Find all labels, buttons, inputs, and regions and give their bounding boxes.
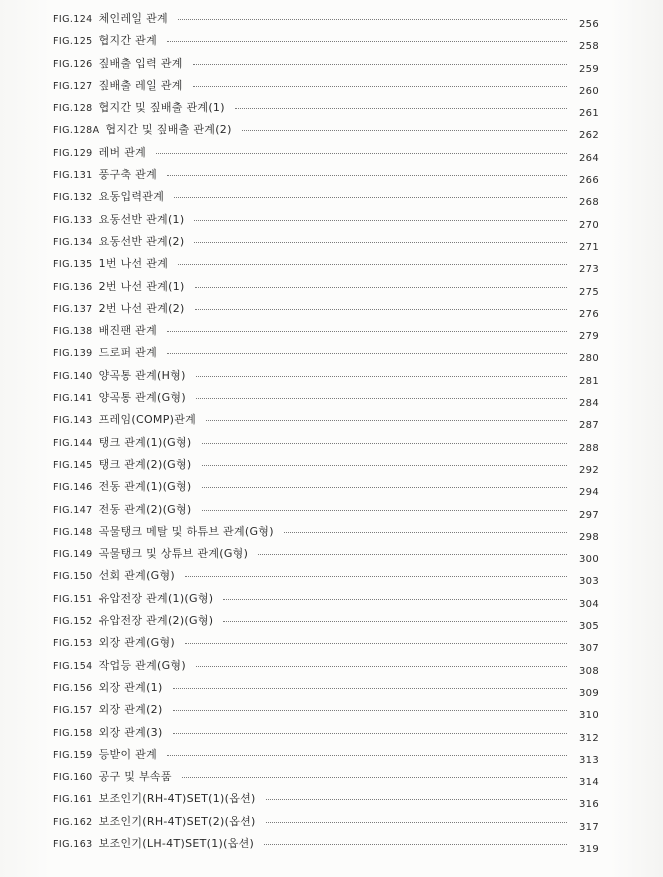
toc-entry-title bbox=[53, 322, 157, 339]
page-number: 308 bbox=[579, 665, 599, 677]
dot-leader bbox=[178, 255, 567, 265]
toc-entry bbox=[53, 233, 599, 255]
toc-entry bbox=[53, 188, 599, 210]
page-number: 292 bbox=[579, 464, 599, 476]
page-number: 305 bbox=[579, 621, 599, 633]
figure-number: FIG.162 bbox=[53, 816, 93, 828]
figure-number: FIG.132 bbox=[53, 192, 93, 204]
toc-entry bbox=[53, 77, 599, 99]
toc-entry bbox=[53, 590, 599, 612]
dot-leader bbox=[167, 746, 567, 756]
toc-entry-title bbox=[53, 255, 168, 272]
toc-entry-title bbox=[53, 367, 186, 384]
figure-number: FIG.163 bbox=[53, 838, 93, 850]
figure-caption: 외장 관계(G형) bbox=[98, 636, 176, 650]
figure-caption: 2번 나선 관계(1) bbox=[98, 279, 185, 293]
page-number: 309 bbox=[579, 687, 599, 699]
toc-entry bbox=[53, 456, 599, 478]
dot-leader bbox=[266, 813, 567, 823]
figure-caption: 프레임(COMP)관계 bbox=[98, 413, 197, 427]
page-number: 279 bbox=[579, 331, 599, 343]
page-number: 284 bbox=[579, 398, 599, 410]
toc-entry bbox=[53, 411, 599, 433]
figure-number: FIG.128 bbox=[53, 103, 93, 115]
figure-caption: 레버 관계 bbox=[98, 145, 147, 159]
page-number: 260 bbox=[579, 85, 599, 97]
toc-entry-title bbox=[53, 166, 157, 183]
table-of-figures bbox=[53, 10, 599, 857]
toc-entry-title bbox=[53, 545, 248, 562]
page-number: 268 bbox=[579, 197, 599, 209]
toc-entry-title bbox=[53, 612, 213, 629]
figure-caption: 공구 및 부속품 bbox=[98, 770, 172, 784]
toc-entry-title bbox=[53, 657, 186, 674]
figure-number: FIG.160 bbox=[53, 772, 93, 784]
toc-entry-title bbox=[53, 567, 175, 584]
dot-leader bbox=[202, 501, 567, 511]
figure-caption: 배진팬 관계 bbox=[98, 324, 158, 338]
page-number: 287 bbox=[579, 420, 599, 432]
dot-leader bbox=[194, 211, 567, 221]
figure-caption: 보조인기(LH-4T)SET(1)(옵션) bbox=[98, 836, 255, 850]
figure-number: FIG.138 bbox=[53, 326, 93, 338]
page-number: 256 bbox=[579, 19, 599, 30]
dot-leader bbox=[202, 478, 567, 488]
page-number: 314 bbox=[579, 777, 599, 789]
page-number: 271 bbox=[579, 241, 599, 253]
page-number: 298 bbox=[579, 531, 599, 543]
toc-entry bbox=[53, 835, 599, 857]
figure-number: FIG.149 bbox=[53, 549, 93, 561]
dot-leader bbox=[178, 10, 567, 20]
toc-entry-title bbox=[53, 411, 196, 428]
dot-leader bbox=[242, 121, 567, 131]
dot-leader bbox=[194, 233, 567, 243]
figure-number: FIG.146 bbox=[53, 482, 93, 494]
dot-leader bbox=[167, 166, 567, 176]
figure-number: FIG.139 bbox=[53, 348, 93, 360]
toc-entry-title bbox=[53, 701, 163, 718]
toc-entry-title bbox=[53, 813, 256, 830]
toc-entry-title bbox=[53, 344, 157, 361]
dot-leader bbox=[173, 679, 567, 689]
figure-number: FIG.157 bbox=[53, 705, 93, 717]
dot-leader bbox=[193, 77, 567, 87]
dot-leader bbox=[258, 545, 567, 555]
toc-entry-title bbox=[53, 523, 274, 540]
dot-leader bbox=[156, 144, 567, 154]
toc-entry bbox=[53, 10, 599, 32]
dot-leader bbox=[235, 99, 567, 109]
dot-leader bbox=[173, 701, 567, 711]
figure-number: FIG.126 bbox=[53, 58, 93, 70]
toc-entry bbox=[53, 322, 599, 344]
toc-entry-title bbox=[53, 389, 186, 406]
toc-entry-title bbox=[53, 144, 146, 161]
page-number: 313 bbox=[579, 754, 599, 766]
dot-leader bbox=[195, 278, 567, 288]
figure-number: FIG.152 bbox=[53, 616, 93, 628]
page-number: 270 bbox=[579, 219, 599, 231]
figure-caption: 협지간 관계 bbox=[98, 34, 158, 48]
figure-caption: 외장 관계(1) bbox=[98, 680, 163, 694]
figure-number: FIG.137 bbox=[53, 303, 93, 315]
figure-number: FIG.159 bbox=[53, 749, 93, 761]
toc-entry-title bbox=[53, 768, 172, 785]
toc-entry bbox=[53, 211, 599, 233]
figure-number: FIG.135 bbox=[53, 259, 93, 271]
dot-leader bbox=[223, 590, 567, 600]
toc-entry-title bbox=[53, 501, 192, 518]
page-number: 319 bbox=[579, 843, 599, 855]
figure-number: FIG.150 bbox=[53, 571, 93, 583]
dot-leader bbox=[173, 724, 567, 734]
dot-leader bbox=[196, 367, 567, 377]
figure-caption: 협지간 및 짚배출 관계(1) bbox=[98, 101, 225, 115]
page-number: 273 bbox=[579, 264, 599, 276]
figure-number: FIG.133 bbox=[53, 214, 93, 226]
page-number: 294 bbox=[579, 487, 599, 499]
toc-entry bbox=[53, 545, 599, 567]
page-number: 259 bbox=[579, 63, 599, 75]
figure-caption: 보조인기(RH-4T)SET(2)(옵션) bbox=[98, 814, 256, 828]
page-number: 266 bbox=[579, 175, 599, 187]
toc-entry bbox=[53, 367, 599, 389]
figure-number: FIG.151 bbox=[53, 593, 93, 605]
figure-number: FIG.131 bbox=[53, 170, 93, 182]
figure-caption: 협지간 및 짚배출 관계(2) bbox=[105, 123, 232, 137]
toc-entry bbox=[53, 567, 599, 589]
toc-entry-title bbox=[53, 233, 184, 250]
dot-leader bbox=[196, 657, 567, 667]
page-number: 275 bbox=[579, 286, 599, 298]
figure-caption: 요동선반 관계(2) bbox=[98, 234, 185, 248]
toc-entry bbox=[53, 389, 599, 411]
toc-entry-title bbox=[53, 456, 192, 473]
toc-entry-title bbox=[53, 746, 157, 763]
figure-number: FIG.154 bbox=[53, 660, 93, 672]
figure-caption: 선회 관계(G형) bbox=[98, 569, 176, 583]
figure-number: FIG.153 bbox=[53, 638, 93, 650]
toc-entry bbox=[53, 790, 599, 812]
dot-leader bbox=[193, 55, 567, 65]
figure-caption: 풍구축 관계 bbox=[98, 168, 158, 182]
dot-leader bbox=[264, 835, 567, 845]
figure-caption: 유압전장 관계(1)(G형) bbox=[98, 591, 214, 605]
toc-entry-title bbox=[53, 32, 157, 49]
toc-entry bbox=[53, 724, 599, 746]
toc-entry bbox=[53, 701, 599, 723]
figure-caption: 짚배출 레일 관계 bbox=[98, 78, 183, 92]
figure-caption: 체인레일 관계 bbox=[98, 12, 168, 25]
figure-number: FIG.140 bbox=[53, 370, 93, 382]
page-number: 258 bbox=[579, 41, 599, 53]
figure-number: FIG.136 bbox=[53, 281, 93, 293]
figure-caption: 전동 관계(1)(G형) bbox=[98, 480, 192, 494]
page-number: 288 bbox=[579, 442, 599, 454]
toc-entry bbox=[53, 634, 599, 656]
figure-number: FIG.141 bbox=[53, 393, 93, 405]
figure-number: FIG.144 bbox=[53, 437, 93, 449]
toc-entry bbox=[53, 344, 599, 366]
figure-number: FIG.129 bbox=[53, 147, 93, 159]
toc-entry bbox=[53, 99, 599, 121]
toc-entry bbox=[53, 144, 599, 166]
figure-caption: 요동입력관계 bbox=[98, 190, 165, 204]
toc-entry-title bbox=[53, 478, 192, 495]
page-number: 303 bbox=[579, 576, 599, 588]
dot-leader bbox=[266, 790, 567, 800]
toc-entry bbox=[53, 300, 599, 322]
figure-caption: 요동선반 관계(1) bbox=[98, 212, 185, 226]
dot-leader bbox=[182, 768, 567, 778]
dot-leader bbox=[185, 567, 567, 577]
toc-entry-title bbox=[53, 55, 183, 72]
page-number: 281 bbox=[579, 375, 599, 387]
page-number: 312 bbox=[579, 732, 599, 744]
page-number: 300 bbox=[579, 554, 599, 566]
toc-entry-title bbox=[53, 77, 183, 94]
toc-entry bbox=[53, 657, 599, 679]
toc-entry-title bbox=[53, 99, 225, 116]
toc-entry-title bbox=[53, 188, 164, 205]
toc-entry-title bbox=[53, 121, 232, 138]
dot-leader bbox=[196, 389, 567, 399]
dot-leader bbox=[195, 300, 567, 310]
dot-leader bbox=[167, 32, 567, 42]
dot-leader bbox=[202, 434, 567, 444]
figure-caption: 외장 관계(2) bbox=[98, 703, 163, 717]
toc-entry bbox=[53, 166, 599, 188]
toc-entry-title bbox=[53, 724, 163, 741]
page-number: 280 bbox=[579, 353, 599, 365]
figure-number: FIG.124 bbox=[53, 14, 93, 25]
page-number: 304 bbox=[579, 598, 599, 610]
toc-entry-title bbox=[53, 590, 213, 607]
toc-entry bbox=[53, 612, 599, 634]
page-number: 264 bbox=[579, 152, 599, 164]
figure-number: FIG.134 bbox=[53, 236, 93, 248]
dot-leader bbox=[284, 523, 567, 533]
dot-leader bbox=[202, 456, 567, 466]
dot-leader bbox=[167, 344, 567, 354]
page-number: 317 bbox=[579, 821, 599, 833]
toc-entry bbox=[53, 679, 599, 701]
toc-entry bbox=[53, 523, 599, 545]
figure-number: FIG.148 bbox=[53, 526, 93, 538]
toc-entry-title bbox=[53, 790, 256, 807]
figure-caption: 등받이 관계 bbox=[98, 747, 158, 761]
toc-entry-title bbox=[53, 300, 185, 317]
page-number: 310 bbox=[579, 710, 599, 722]
toc-entry bbox=[53, 768, 599, 790]
figure-caption: 1번 나선 관계 bbox=[98, 257, 169, 271]
figure-caption: 양곡통 관계(G형) bbox=[98, 391, 186, 405]
toc-entry-title bbox=[53, 679, 163, 696]
page-number: 262 bbox=[579, 130, 599, 142]
figure-number: FIG.161 bbox=[53, 794, 93, 806]
toc-entry bbox=[53, 255, 599, 277]
toc-entry-title bbox=[53, 634, 175, 651]
figure-caption: 곡물탱크 메탈 및 하튜브 관계(G형) bbox=[98, 524, 274, 538]
figure-caption: 짚배출 입력 관계 bbox=[98, 56, 183, 70]
toc-entry bbox=[53, 32, 599, 54]
toc-entry bbox=[53, 813, 599, 835]
dot-leader bbox=[185, 634, 567, 644]
dot-leader bbox=[223, 612, 567, 622]
figure-caption: 탱크 관계(1)(G형) bbox=[98, 435, 192, 449]
figure-number: FIG.143 bbox=[53, 415, 93, 427]
figure-caption: 외장 관계(3) bbox=[98, 725, 163, 739]
toc-entry bbox=[53, 278, 599, 300]
figure-caption: 유압전장 관계(2)(G형) bbox=[98, 614, 214, 628]
figure-number: FIG.147 bbox=[53, 504, 93, 516]
toc-entry bbox=[53, 55, 599, 77]
page-number: 297 bbox=[579, 509, 599, 521]
dot-leader bbox=[206, 411, 567, 421]
figure-caption: 작업등 관계(G형) bbox=[98, 658, 186, 672]
toc-entry-title bbox=[53, 211, 184, 228]
toc-entry bbox=[53, 434, 599, 456]
figure-number: FIG.127 bbox=[53, 80, 93, 92]
page-number: 261 bbox=[579, 108, 599, 120]
figure-caption: 2번 나선 관계(2) bbox=[98, 301, 185, 315]
toc-entry-title bbox=[53, 434, 192, 451]
figure-caption: 탱크 관계(2)(G형) bbox=[98, 457, 192, 471]
figure-caption: 양곡통 관계(H형) bbox=[98, 368, 186, 382]
figure-number: FIG.158 bbox=[53, 727, 93, 739]
figure-number: FIG.128A bbox=[53, 125, 100, 137]
page-number: 276 bbox=[579, 308, 599, 320]
toc-entry bbox=[53, 746, 599, 768]
figure-caption: 전동 관계(2)(G형) bbox=[98, 502, 192, 516]
figure-caption: 보조인기(RH-4T)SET(1)(옵션) bbox=[98, 792, 256, 806]
figure-caption: 드로퍼 관계 bbox=[98, 346, 158, 360]
page-number: 316 bbox=[579, 799, 599, 811]
toc-entry-title bbox=[53, 278, 185, 295]
dot-leader bbox=[167, 322, 567, 332]
toc-entry-title bbox=[53, 835, 254, 852]
figure-number: FIG.145 bbox=[53, 459, 93, 471]
toc-entry bbox=[53, 478, 599, 500]
figure-caption: 곡물탱크 및 상튜브 관계(G형) bbox=[98, 547, 249, 561]
dot-leader bbox=[174, 188, 567, 198]
page-number: 307 bbox=[579, 643, 599, 655]
toc-entry-title bbox=[53, 10, 168, 27]
figure-number: FIG.156 bbox=[53, 682, 93, 694]
toc-entry bbox=[53, 121, 599, 143]
toc-entry bbox=[53, 501, 599, 523]
figure-number: FIG.125 bbox=[53, 36, 93, 48]
